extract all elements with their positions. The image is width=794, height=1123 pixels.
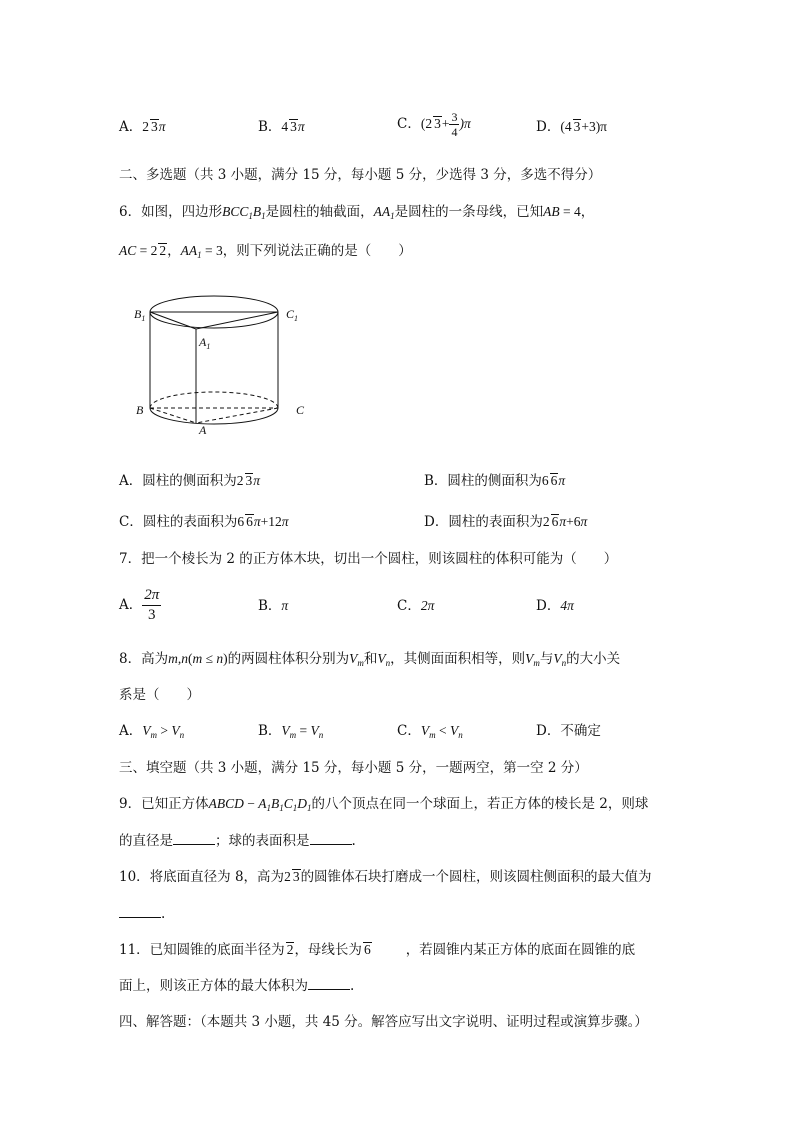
cylinder-figure bbox=[130, 288, 320, 440]
q11-line2: 面上，则该正方体的最大体积为 . bbox=[119, 978, 355, 994]
q7-option-d: D．4π bbox=[536, 598, 574, 614]
q7-option-a: A． $\frac{2\pi}{3}$ bbox=[119, 587, 160, 623]
section2-heading: 二、多选题（共 3 小题，满分 15 分，每小题 5 分，少选得 3 分，多选不得分） bbox=[119, 167, 602, 183]
q11-line1: 11．已知圆锥的底面半径为 2，母线长为 6 ，若圆锥内某正方体的底面在圆锥的底 bbox=[119, 942, 636, 958]
q11-blank bbox=[308, 977, 350, 990]
bottom-ellipse-back bbox=[150, 392, 278, 408]
q7-option-c: C．2π bbox=[397, 598, 435, 614]
q10-line2: . bbox=[119, 905, 165, 923]
bottom-ellipse-front bbox=[150, 408, 278, 424]
section4-heading: 四、解答题：（本题共 3 小题，共 45 分。解答应写出文字说明、证明过程或演算步骤。） bbox=[119, 1014, 648, 1030]
q9-line1: 9．已知正方体ABCD − $A_1B_1C_1D_1$的八个顶点在同一个球面上，若正方体的棱长是 2，则球 bbox=[119, 796, 649, 813]
q8-option-a: A．$V_m > V_n$ bbox=[119, 723, 185, 740]
q10-line1: 10．将底面直径为 8，高为2 3的圆锥体石块打磨成一个圆柱，则该圆柱侧面积的最大值为 bbox=[119, 869, 652, 885]
q6-line2: AC = 2 2，$AA_1 = 3$，则下列说法正确的是（ ） bbox=[119, 243, 412, 260]
label-c: C bbox=[296, 403, 305, 417]
q6-option-a: A．圆柱的侧面积为2 3π bbox=[119, 473, 261, 489]
label-a: A bbox=[199, 423, 207, 437]
q6-option-c: C．圆柱的表面积为6 6π+12π bbox=[119, 514, 289, 530]
q8-option-b: B．$V_m = V_n$ bbox=[258, 723, 324, 740]
q10-blank bbox=[119, 905, 161, 918]
segment-c1a1 bbox=[196, 312, 278, 329]
label-b1: $B_1$ bbox=[134, 307, 146, 323]
q5-option-b: B．4 3π bbox=[258, 119, 305, 135]
q8-option-d: D．不确定 bbox=[536, 723, 601, 739]
label-c1: $C_1$ bbox=[286, 307, 299, 323]
q6-option-b: B．圆柱的侧面积为6 6π bbox=[424, 473, 566, 489]
q8-line1: 8．高为m,n(m ≤ n)的两圆柱体积分别为$V_m$和$V_n$，其侧面面积相等，则$V_m$与$V_n$的大小关 bbox=[119, 651, 621, 668]
q5-option-d: D．(4 3+3)π bbox=[536, 119, 608, 135]
q6-line1: 6．如图，四边形$BCC_1B_1$是圆柱的轴截面，$AA_1$是圆柱的一条母线，已知AB = 4， bbox=[119, 204, 595, 221]
q8-line2: 系是（ ） bbox=[119, 687, 200, 703]
segment-ca bbox=[196, 408, 278, 423]
q5-option-a: A．2 3π bbox=[119, 119, 166, 135]
q7-option-b: B．π bbox=[258, 598, 289, 614]
q9-line2: 的直径是 ；球的表面积是 . bbox=[119, 833, 356, 849]
label-b: B bbox=[136, 403, 144, 417]
q9-blank-2 bbox=[310, 832, 352, 845]
q8-option-c: C．$V_m < V_n$ bbox=[397, 723, 463, 740]
q9-blank-1 bbox=[173, 832, 215, 845]
q5-option-c: C．(2 3+ $\frac{3}{4}$ )π bbox=[397, 110, 471, 139]
q7-stem: 7．把一个棱长为 2 的正方体木块，切出一个圆柱，则该圆柱的体积可能为（ ） bbox=[119, 551, 618, 567]
segment-b1a1 bbox=[150, 312, 196, 329]
label-a1: $A_1$ bbox=[199, 335, 211, 351]
section3-heading: 三、填空题（共 3 小题，满分 15 分，每小题 5 分，一题两空，第一空 2 分） bbox=[119, 760, 588, 776]
q6-option-d: D．圆柱的表面积为2 6π+6π bbox=[424, 514, 588, 530]
